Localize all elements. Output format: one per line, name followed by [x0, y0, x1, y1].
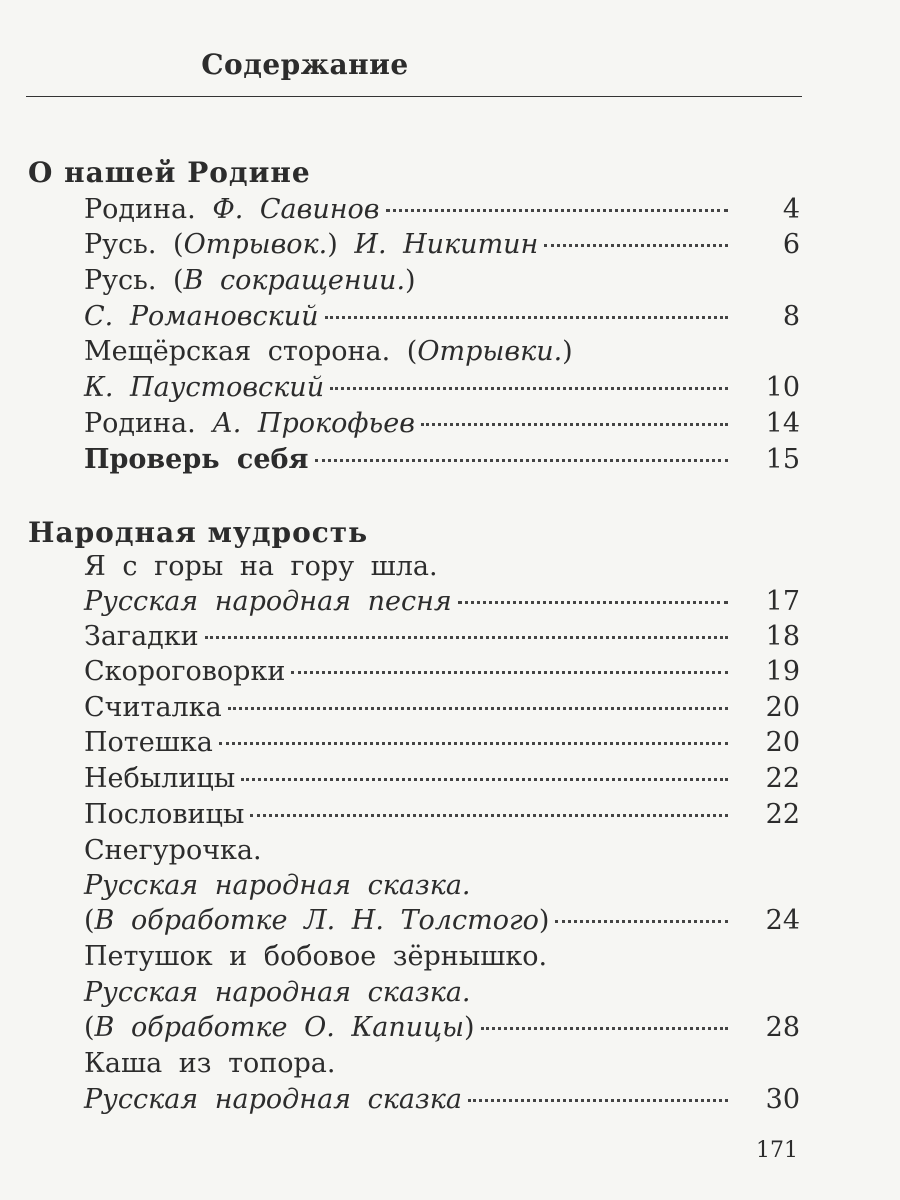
toc-entry: Русь. (В сокращении.) [84, 265, 416, 296]
entry-page-number: 24 [765, 905, 800, 936]
page-title: Содержание [201, 48, 409, 81]
section-heading: Народная мудрость [28, 516, 369, 549]
dot-leader [315, 458, 728, 462]
toc-entry: Потешка 20 [84, 727, 800, 758]
dot-leader [325, 315, 728, 319]
dot-leader [205, 635, 728, 639]
toc-entry: Проверь себя 15 [84, 444, 800, 475]
toc-entry: (В обработке Л. Н. Толстого) 24 [84, 905, 800, 936]
dot-leader [386, 208, 728, 212]
entry-page-number: 4 [782, 194, 800, 225]
toc-entry: Русская народная сказка. [84, 870, 471, 901]
toc-entry: Русская народная песня 17 [84, 586, 800, 617]
entry-page-number: 28 [765, 1012, 800, 1043]
entry-page-number: 22 [765, 799, 800, 830]
entry-page-number: 19 [765, 656, 800, 687]
entry-page-number: 22 [765, 763, 800, 794]
toc-entry: Каша из топора. [84, 1048, 336, 1079]
entry-page-number: 6 [782, 229, 800, 260]
entry-page-number: 8 [782, 301, 800, 332]
entry-page-number: 30 [765, 1084, 800, 1115]
toc-entry: С. Романовский 8 [84, 301, 800, 332]
toc-entry: (В обработке О. Капицы) 28 [84, 1012, 800, 1043]
toc-entry: Пословицы 22 [84, 799, 800, 830]
toc-entry: Русская народная сказка 30 [84, 1084, 800, 1115]
dot-leader [219, 741, 728, 745]
dot-leader [544, 243, 728, 247]
dot-leader [468, 1098, 728, 1102]
toc-entry: Снегурочка. [84, 835, 262, 866]
dot-leader [291, 670, 728, 674]
entry-page-number: 15 [765, 444, 800, 475]
dot-leader [555, 919, 728, 923]
toc-entry: Скороговорки 19 [84, 656, 800, 687]
toc-entry: Я с горы на гору шла. [84, 551, 438, 582]
entry-page-number: 10 [765, 372, 800, 403]
dot-leader [481, 1026, 728, 1030]
entry-page-number: 18 [765, 621, 800, 652]
folio-page-number: 171 [756, 1138, 798, 1163]
dot-leader [458, 600, 728, 604]
toc-entry: Родина. А. Прокофьев 14 [84, 408, 800, 439]
dot-leader [228, 706, 728, 710]
dot-leader [241, 777, 728, 781]
entry-page-number: 17 [765, 586, 800, 617]
toc-entry: К. Паустовский 10 [84, 372, 800, 403]
entry-page-number: 20 [765, 692, 800, 723]
toc-entry: Русь. (Отрывок.) И. Никитин 6 [84, 229, 800, 260]
dot-leader [330, 386, 728, 390]
toc-entry: Родина. Ф. Савинов 4 [84, 194, 800, 225]
entry-page-number: 14 [765, 408, 800, 439]
toc-entry: Считалка 20 [84, 692, 800, 723]
section-heading: О нашей Родине [28, 156, 311, 189]
toc-entry: Загадки 18 [84, 621, 800, 652]
toc-entry: Небылицы 22 [84, 763, 800, 794]
toc-entry: Петушок и бобовое зёрнышко. [84, 941, 548, 972]
toc-entry: Мещёрская сторона. (Отрывки.) [84, 336, 573, 367]
dot-leader [250, 813, 728, 817]
dot-leader [421, 422, 728, 426]
title-rule [26, 96, 802, 97]
toc-entry: Русская народная сказка. [84, 977, 471, 1008]
entry-page-number: 20 [765, 727, 800, 758]
